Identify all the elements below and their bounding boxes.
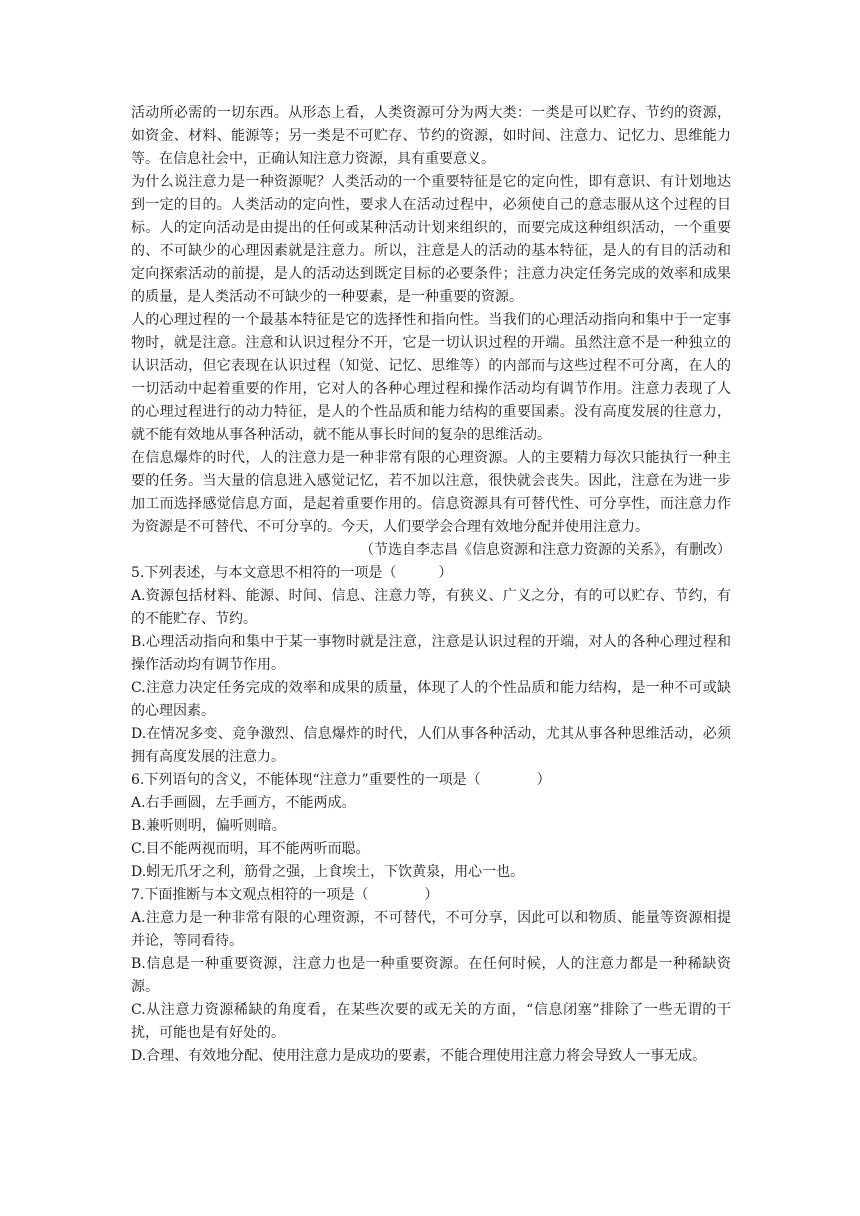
option-d: D.合理、有效地分配、使用注意力是成功的要素，不能合理使用注意力将会导致人一事无成。 [131,1048,707,1064]
paragraph-1: 活动所必需的一切东西。从形态上看，人类资源可分为两大类：一类是可以贮存、节约的资源，如资金、材料、能源等；另一类是不可贮存、节约的资源，如时间、注意力、记忆力、思维能力等。在信息社会中，正确认知注意力资源，具有重要意义。 [131,105,731,167]
option-d: D.在情况多变、竞争激烈、信息爆炸的时代，人们从事各种活动，尤其从事各种思维活动，必须拥有高度发展的注意力。 [131,726,731,765]
source-citation: （节选自李志昌《信息资源和注意力资源的关系》，有删改） [360,542,731,558]
question-stem: 6.下列语句的含义，不能体现“注意力”重要性的一项是（ ） [131,772,551,788]
option-b: B.心理活动指向和集中于某一事物时就是注意，注意是认识过程的开端，对人的各种心理过程和操作活动均有调节作用。 [131,634,731,673]
paragraph-2: 为什么说注意力是一种资源呢？人类活动的一个重要特征是它的定向性，即有意识、有计划地达到一定的目的。人类活动的定向性，要求人在活动过程中，必须使自己的意志服从这个过程的目标。人的定向活动是由提出的任何或某种活动计划来组织的，而要完成这种组织活动，一个重要的、不可缺少的心理因素就是注意力。所以，注意是人的活动的基本特征，是人的有目的活动和定向探索活动的前提，是人的活动达到既定目标的必要条件；注意力决定任务完成的效率和成果的质量，是人类活动不可缺少的一种要素，是一种重要的资源。 [131,174,731,305]
option-c: C.注意力决定任务完成的效率和成果的质量，体现了人的个性品质和能力结构，是一种不可或缺的心理因素。 [131,680,731,719]
option-a: A.右手画圆，左手画方，不能两成。 [131,795,356,811]
question-5 [131,562,731,769]
question-stem: 7.下面推断与本文观点相符的一项是（ ） [131,887,439,903]
option-a: A.注意力是一种非常有限的心理资源，不可替代，不可分享，因此可以和物质、能量等资源相提并论，等同看待。 [131,910,731,949]
document-page [131,102,731,1068]
option-b: B.信息是一种重要资源，注意力也是一种重要资源。在任何时候，人的注意力都是一种稀缺资源。 [131,956,731,995]
paragraph-4: 在信息爆炸的时代，人的注意力是一种非常有限的心理资源。人的主要精力每次只能执行一种主要的任务。当大量的信息进入感觉记忆，若不加以注意，很快就会丧失。因此，注意在为进一步加工而选择感觉信息方面，是起着重要作用的。信息资源具有可替代性、可分享性，而注意力作为资源是不可替代、不可分享的。今天，人们要学会合理有效地分配并使用注意力。 [131,450,731,535]
question-6 [131,769,731,884]
question-7 [131,884,731,1068]
option-d: D.蚓无爪牙之利，筋骨之强，上食埃土，下饮黄泉，用心一也。 [131,864,525,880]
paragraph-3: 人的心理过程的一个最基本特征是它的选择性和指向性。当我们的心理活动指向和集中于一定事物时，就是注意。注意和认识过程分不开，它是一切认识过程的开端。虽然注意不是一种独立的认识活动，但它表现在认识过程（知觉、记忆、思维等）的内部而与这些过程不可分离，在人的一切活动中起着重要的作用，它对人的各种心理过程和操作活动均有调节作用。注意力表现了人的心理过程进行的动力特征，是人的个性品质和能力结构的重要国素。没有高度发展的往意力，就不能有效地从事各种活动，就不能从事长时间的复杂的思维活动。 [131,312,731,443]
option-c: C.从注意力资源稀缺的角度看，在某些次要的或无关的方面，“信息闭塞”排除了一些无谓的干扰，可能也是有好处的。 [131,1002,731,1041]
option-b: B.兼听则明，偏听则暗。 [131,818,286,834]
question-stem: 5.下列表述，与本文意思不相符的一项是（ ） [131,565,453,581]
option-a: A.资源包括材料、能源、时间、信息、注意力等，有狭义、广义之分，有的可以贮存、节约，有的不能贮存、节约。 [131,588,731,627]
option-c: C.目不能两视而明，耳不能两听而聪。 [131,841,370,857]
